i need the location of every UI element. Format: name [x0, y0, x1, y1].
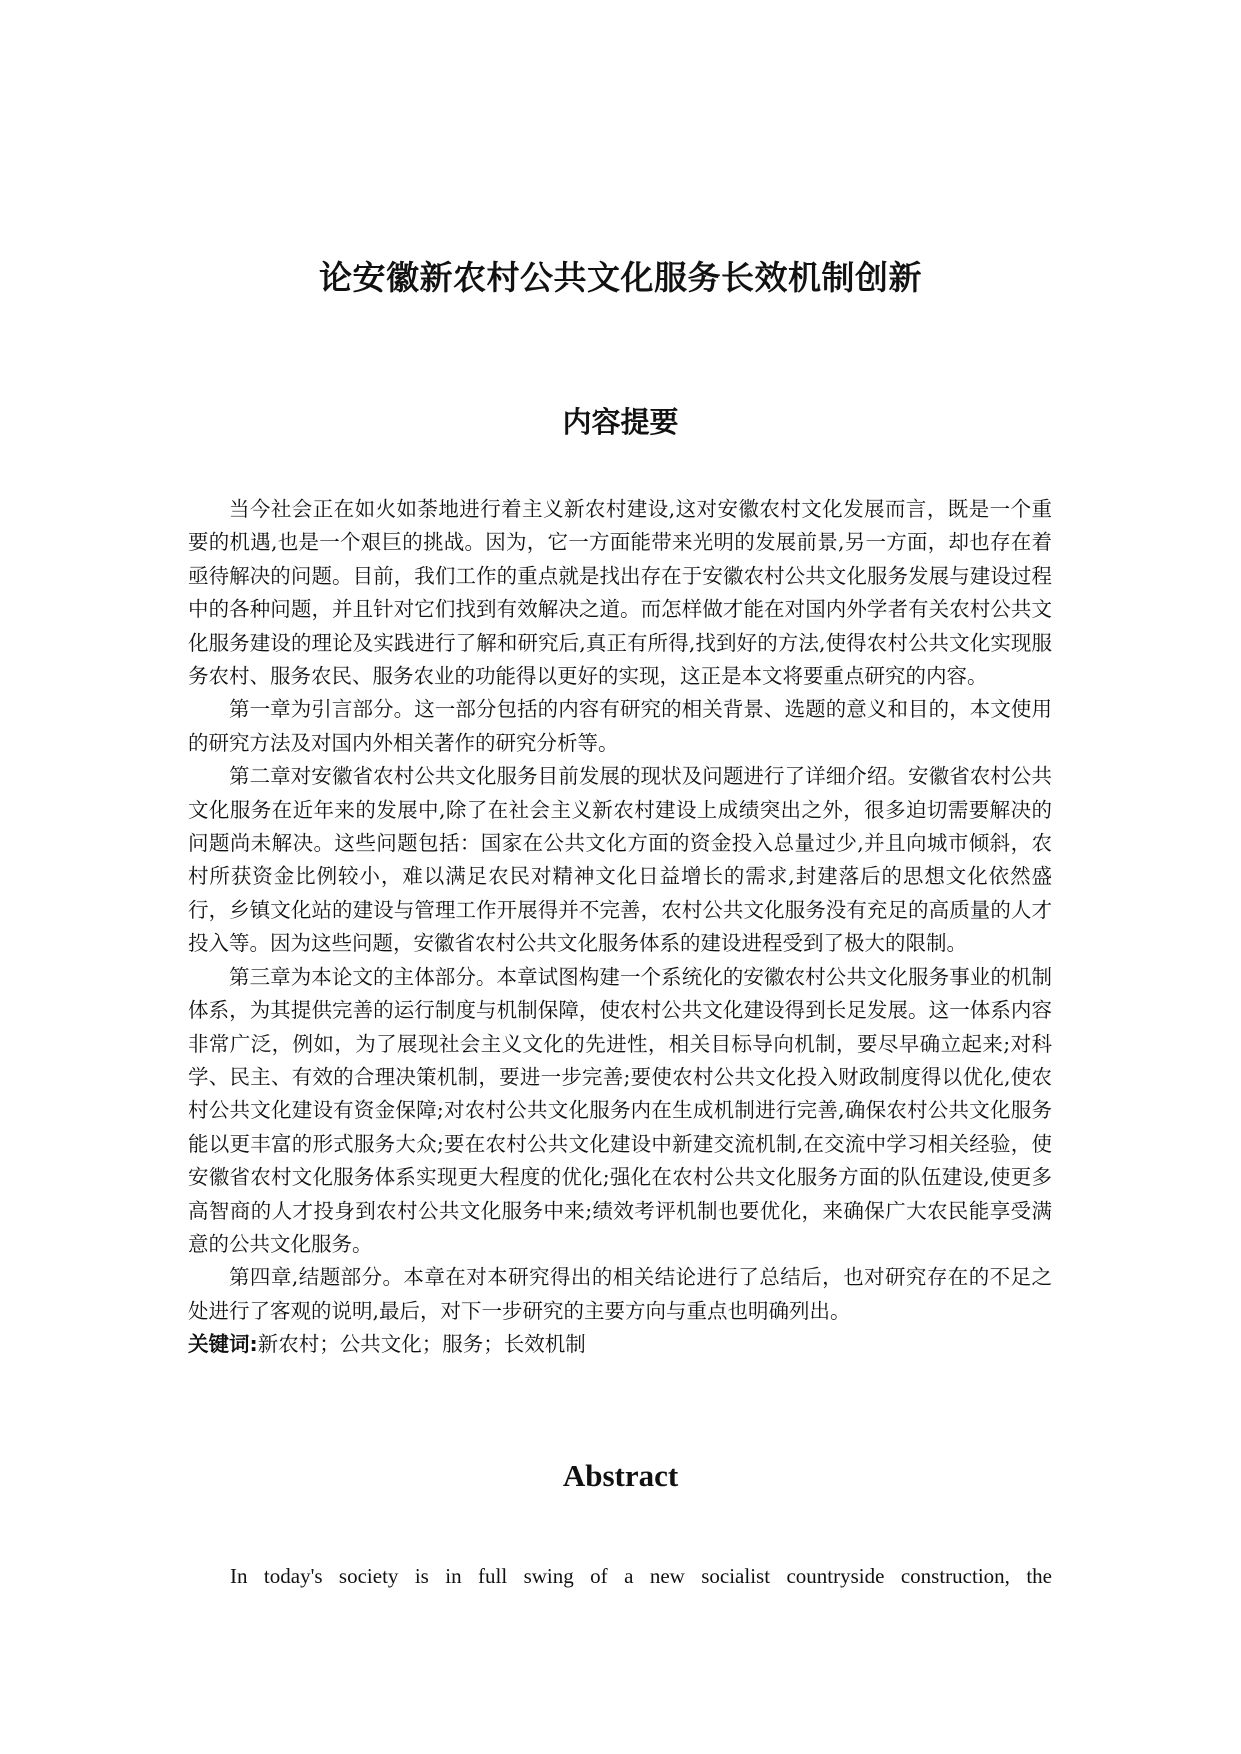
abstract-body — [188, 493, 1052, 1362]
keywords-line — [188, 1328, 1052, 1361]
keywords-label: 关键词: — [188, 1332, 258, 1357]
keywords-text: 新农村；公共文化；服务；长效机制 — [257, 1332, 586, 1357]
abstract-paragraph: 第三章为本论文的主体部分。本章试图构建一个系统化的安徽农村公共文化服务事业的机制体系，为其提供完善的运行制度与机制保障，使农村公共文化建设得到长足发展。这一体系内容非常广泛，例如，为了展现社会主义文化的先进性，相关目标导向机制，要尽早确立起来;对科学、民主、有效的合理决策机制，要进一步完善;要使农村公共文化投入财政制度得以优化,使农村公共文化建设有资金保障;对农村公共文化服务内在生成机制进行完善,确保农村公共文化服务能以更丰富的形式服务大众;要在农村公共文化建设中新建交流机制,在交流中学习相关经验，使安徽省农村文化服务体系实现更大程度的优化;强化在农村公共文化服务方面的队伍建设,使更多高智商的人才投身到农村公共文化服务中来;绩效考评机制也要优化，来确保广大农民能享受满意的公共文化服务。 — [188, 964, 1052, 1256]
abstract-paragraph: 第四章,结题部分。本章在对本研究得出的相关结论进行了总结后，也对研究存在的不足之处进行了客观的说明,最后，对下一步研究的主要方向与重点也明确列出。 — [188, 1265, 1052, 1323]
abstract-paragraph: 第二章对安徽省农村公共文化服务目前发展的现状及问题进行了详细介绍。安徽省农村公共文化服务在近年来的发展中,除了在社会主义新农村建设上成绩突出之外，很多迫切需要解决的问题尚未解决。这些问题包括：国家在公共文化方面的资金投入总量过少,并且向城市倾斜，农村所获资金比例较小，难以满足农民对精神文化日益增长的需求,封建落后的思想文化依然盛行，乡镇文化站的建设与管理工作开展得并不完善，农村公共文化服务没有充足的高质量的人才投入等。因为这些问题，安徽省农村公共文化服务体系的建设进程受到了极大的限制。 — [188, 764, 1052, 956]
document-title: 论安徽新农村公共文化服务长效机制创新 — [319, 258, 922, 297]
abstract-paragraph: 第一章为引言部分。这一部分包括的内容有研究的相关背景、选题的意义和目的，本文使用的研究方法及对国内外相关著作的研究分析等。 — [188, 697, 1052, 755]
english-abstract-heading: Abstract — [562, 1458, 679, 1493]
english-abstract-first-line: In today's society is in full swing of a new socialist countryside construction, the — [230, 1564, 1052, 1588]
abstract-paragraph: 当今社会正在如火如荼地进行着主义新农村建设,这对安徽农村文化发展而言，既是一个重要的机遇,也是一个艰巨的挑战。因为，它一方面能带来光明的发展前景,另一方面，却也存在着亟待解决的问题。目前，我们工作的重点就是找出存在于安徽农村公共文化服务发展与建设过程中的各种问题，并且针对它们找到有效解决之道。而怎样做才能在对国内外学者有关农村公共文化服务建设的理论及实践进行了解和研究后,真正有所得,找到好的方法,使得农村公共文化实现服务农村、服务农民、服务农业的功能得以更好的实现，这正是本文将要重点研究的内容。 — [188, 497, 1052, 689]
abstract-heading: 内容提要 — [562, 405, 679, 439]
